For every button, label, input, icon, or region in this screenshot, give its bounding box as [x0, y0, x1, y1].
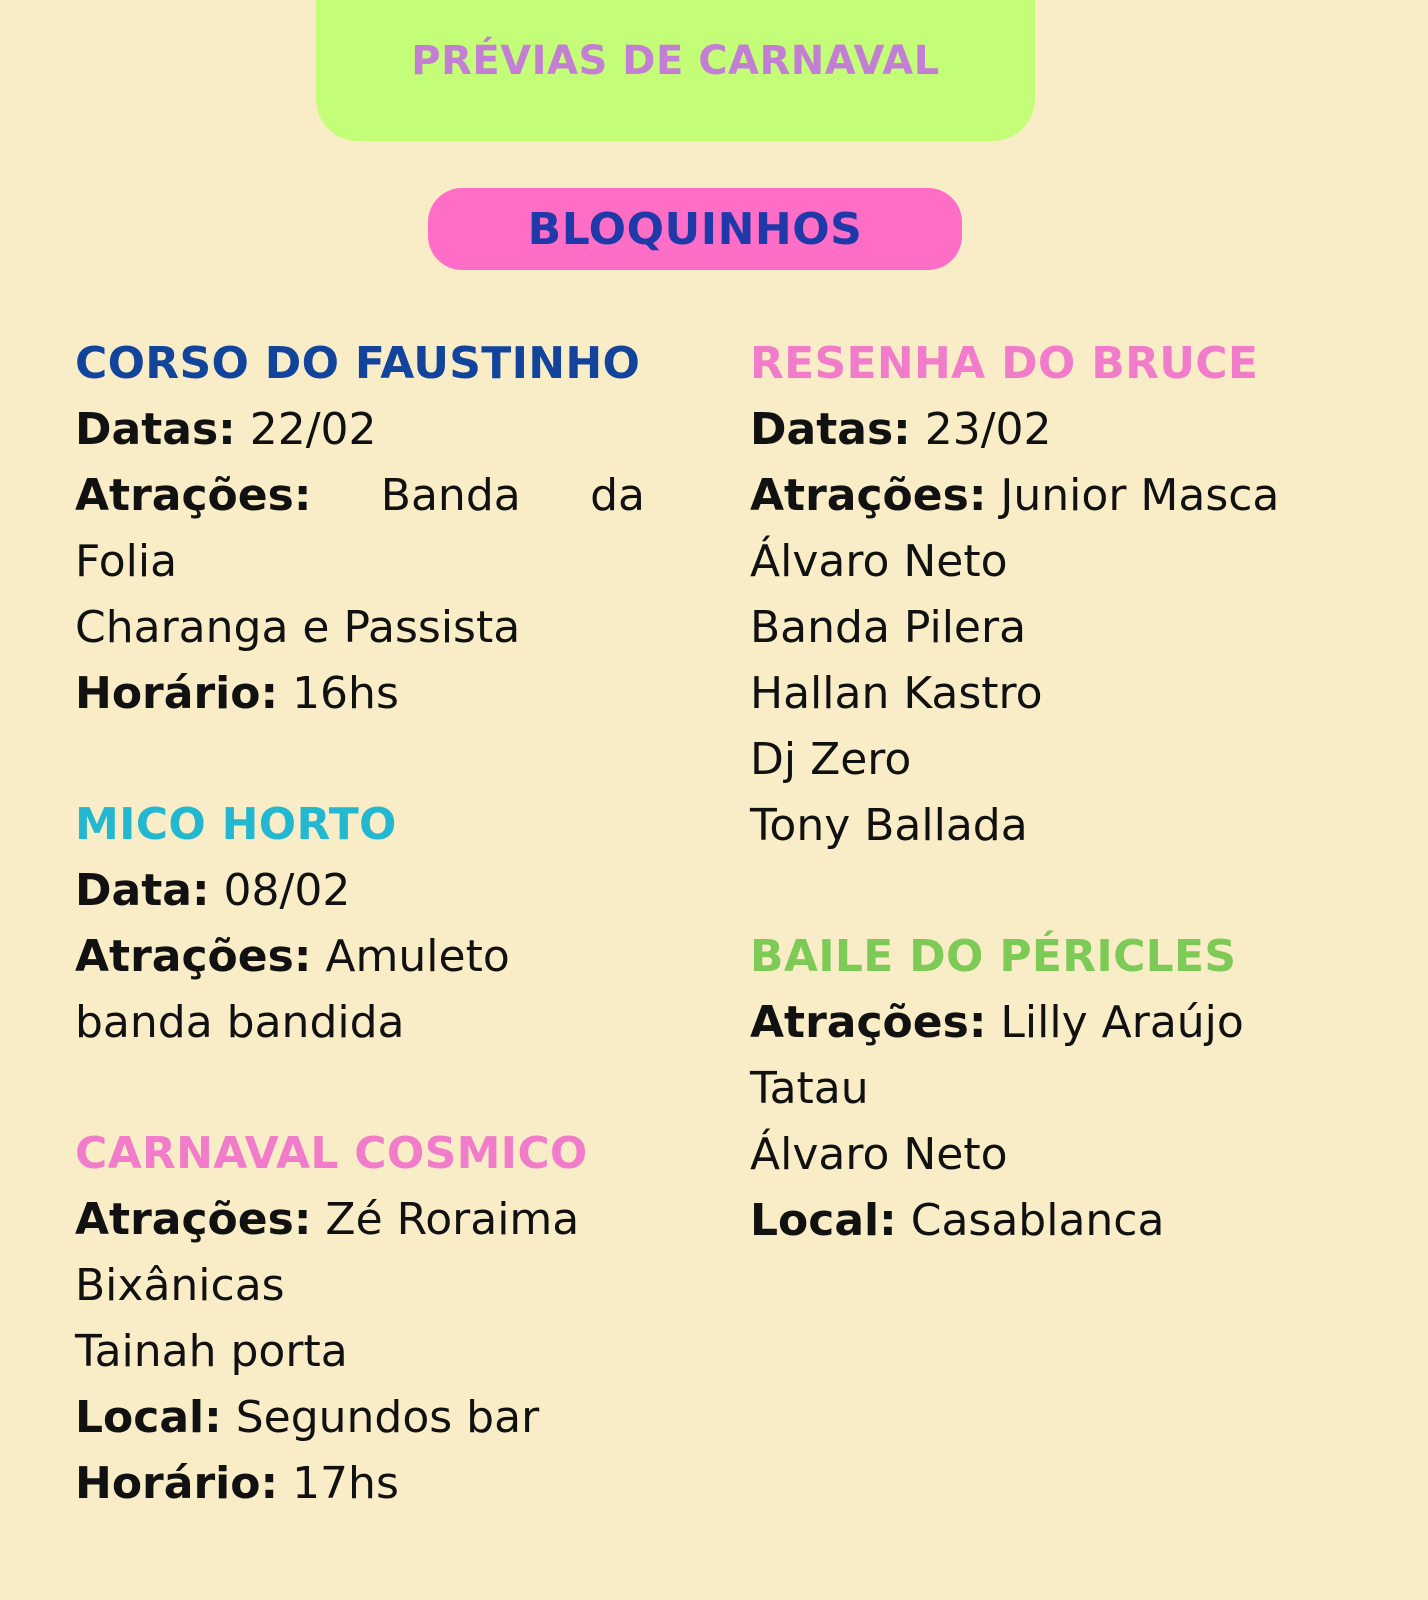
time-label: Horário: — [75, 668, 279, 719]
location-label: Local: — [75, 1392, 222, 1443]
event-attractions — [750, 463, 1390, 529]
section-title: BLOQUINHOS — [527, 204, 863, 255]
attraction-first: Amuleto — [325, 931, 510, 982]
event-corso — [75, 331, 645, 727]
attraction-line: Banda Pilera — [750, 602, 1027, 653]
time-label: Horário: — [75, 1458, 279, 1509]
dates-label: Datas: — [750, 404, 911, 455]
attractions-label: Atrações: — [75, 931, 312, 982]
location-value: Segundos bar — [235, 1392, 540, 1443]
event-location — [750, 1188, 1390, 1254]
event-resenha — [750, 331, 1390, 859]
attraction-line: Hallan Kastro — [750, 668, 1043, 719]
event-baile — [750, 924, 1390, 1254]
event-mico — [75, 792, 645, 1056]
attractions-label: Atrações: — [750, 997, 987, 1048]
attraction-line: Tony Ballada — [750, 800, 1028, 851]
attraction-line: Bixânicas — [75, 1260, 285, 1311]
event-title: RESENHA DO BRUCE — [750, 338, 1259, 389]
attraction-line: Charanga e Passista — [75, 602, 521, 653]
dates-label: Datas: — [75, 404, 236, 455]
location-label: Local: — [750, 1195, 897, 1246]
event-title: MICO HORTO — [75, 799, 397, 850]
attraction-line: Folia — [75, 536, 178, 587]
event-title: CORSO DO FAUSTINHO — [75, 338, 641, 389]
event-title: CARNAVAL COSMICO — [75, 1128, 588, 1179]
event-title: BAILE DO PÉRICLES — [750, 931, 1237, 982]
attraction-first: Lilly Araújo — [1000, 997, 1244, 1048]
left-column — [75, 331, 645, 1582]
section-pill — [428, 188, 962, 270]
page-title: PRÉVIAS DE CARNAVAL — [411, 38, 940, 84]
location-value: Casablanca — [910, 1195, 1165, 1246]
dates-value: 23/02 — [924, 404, 1052, 455]
event-attractions — [75, 463, 645, 529]
date-value: 08/02 — [223, 865, 351, 916]
attractions-label: Atrações: — [75, 470, 312, 521]
attraction-word: da — [590, 470, 645, 521]
event-time — [75, 1451, 645, 1517]
event-attractions — [75, 1187, 645, 1253]
attractions-label: Atrações: — [750, 470, 987, 521]
event-cosmico — [75, 1121, 645, 1517]
date-label: Data: — [75, 865, 210, 916]
attraction-first: Zé Roraima — [325, 1194, 580, 1245]
dates-value: 22/02 — [249, 404, 377, 455]
attraction-line: Álvaro Neto — [750, 536, 1008, 587]
attractions-label: Atrações: — [75, 1194, 312, 1245]
event-attractions — [750, 990, 1390, 1056]
event-dates — [750, 397, 1390, 463]
attraction-word: Banda — [380, 470, 521, 521]
header-banner — [316, 0, 1035, 141]
right-column — [750, 331, 1390, 1319]
event-location — [75, 1385, 645, 1451]
event-time — [75, 661, 645, 727]
event-attractions — [75, 924, 645, 990]
time-value: 16hs — [292, 668, 399, 719]
attraction-line: Tatau — [750, 1063, 869, 1114]
attraction-first: Junior Masca — [1000, 470, 1280, 521]
attraction-line: Dj Zero — [750, 734, 912, 785]
attraction-line: Álvaro Neto — [750, 1129, 1008, 1180]
attraction-line: Tainah porta — [75, 1326, 348, 1377]
event-date — [75, 858, 645, 924]
event-dates — [75, 397, 645, 463]
attraction-line: banda bandida — [75, 997, 405, 1048]
time-value: 17hs — [292, 1458, 399, 1509]
